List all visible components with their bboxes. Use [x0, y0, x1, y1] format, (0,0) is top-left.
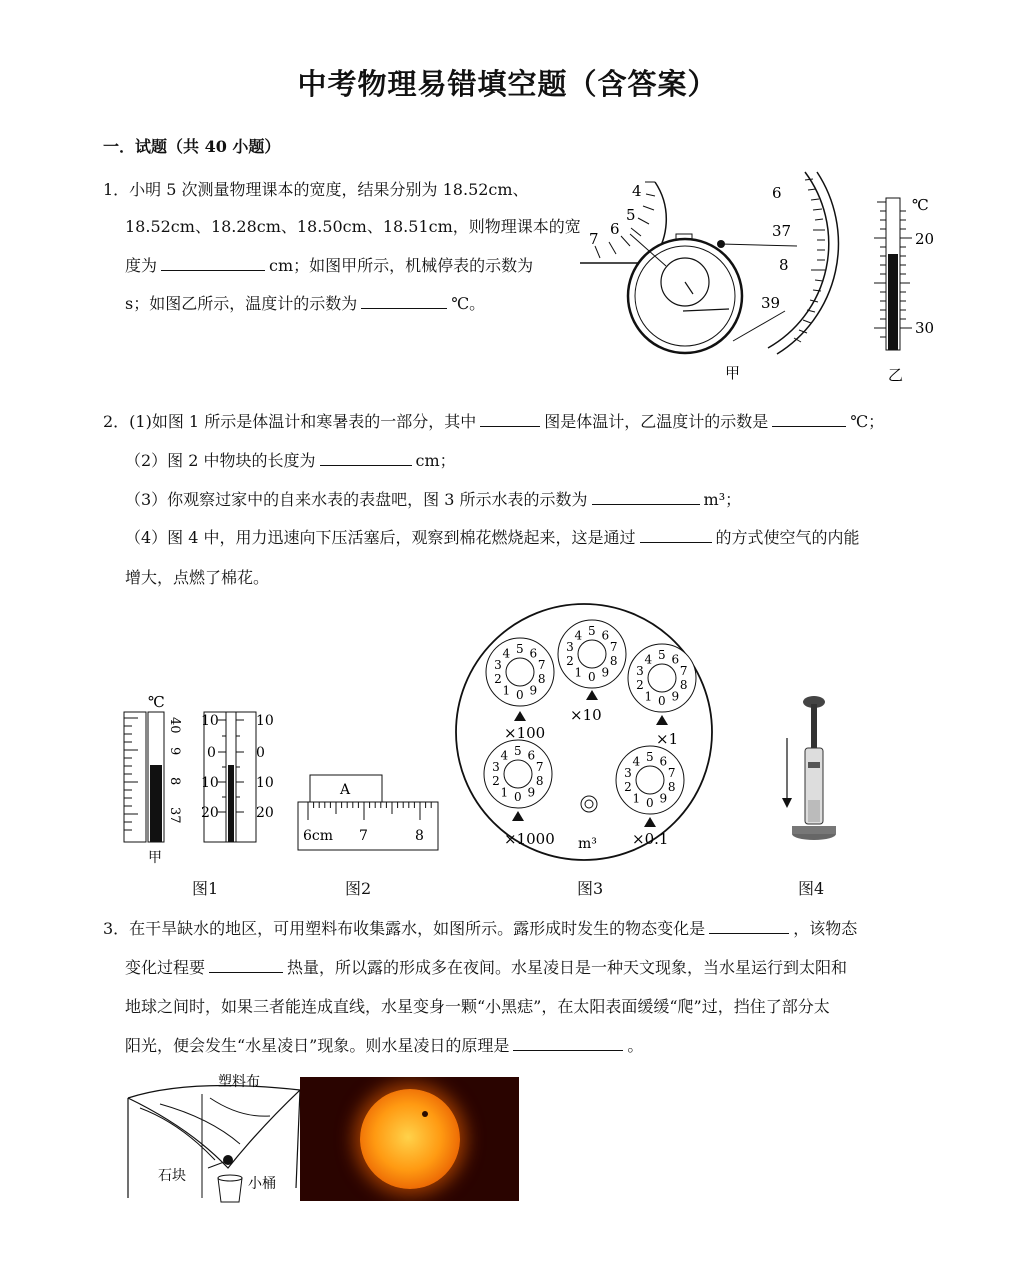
- answer-blank[interactable]: [209, 958, 283, 973]
- q3-text: 阳光，便会发生“水星凌日”现象。则水星凌日的原理是: [125, 1036, 510, 1055]
- caption-fig4: 图4: [798, 879, 825, 898]
- dial-digit: 5: [588, 624, 596, 638]
- q3-text: 变化过程要: [125, 958, 206, 977]
- q3-text: ，该物态: [793, 919, 858, 938]
- dial-digit: 2: [636, 678, 644, 693]
- q3-text: 。: [627, 1036, 644, 1055]
- dial-digit: 3: [636, 663, 644, 678]
- dial-digit: 5: [514, 744, 522, 758]
- answer-blank[interactable]: [480, 412, 540, 427]
- dial-digit: 3: [624, 765, 632, 780]
- dial-digit: 7: [679, 663, 688, 678]
- fig4-piston: [775, 692, 845, 847]
- dial-digit: 3: [566, 639, 574, 654]
- q2-line-5: 增大，点燃了棉花。: [125, 568, 270, 587]
- dial-digit: 0: [516, 688, 524, 702]
- fig1-unit: ℃: [148, 693, 165, 711]
- section-heading: 一．试题（共 40 小题）: [103, 137, 281, 156]
- fig2-block-label: A: [340, 782, 351, 798]
- dial-digit: 9: [671, 689, 680, 704]
- label-stone: 石块: [158, 1168, 186, 1184]
- fig3-unit: m³: [578, 836, 597, 852]
- dial-digit: 8: [667, 780, 676, 795]
- fig2-tick-8: 8: [415, 828, 424, 844]
- fig2-tick-7: 7: [359, 828, 368, 844]
- fig-label-yi: 乙: [888, 366, 904, 384]
- dial-digit: 7: [667, 765, 676, 780]
- q1-line-3: [125, 253, 533, 276]
- fig1-t1-40: 40: [167, 717, 182, 734]
- small-dial-ticks: [595, 182, 655, 258]
- dial-digit: 4: [502, 646, 511, 661]
- answer-blank[interactable]: [161, 256, 265, 271]
- dial-digit: 6: [527, 748, 536, 763]
- dial-small-6: 6: [610, 220, 620, 238]
- q3-text: 热量，所以露的形成多在夜间。水星凌日是一种天文现象，当水星运行到太阳和: [287, 958, 848, 977]
- dial-digit: 8: [679, 678, 688, 693]
- answer-blank[interactable]: [772, 412, 846, 427]
- fig1-t3-10: 10: [256, 713, 274, 729]
- fig1-t1-8: 8: [167, 777, 182, 786]
- q2-line-4: [125, 525, 860, 548]
- dial-digit: 0: [658, 694, 666, 708]
- dial-digit: 6: [671, 652, 680, 667]
- dial-big-39: 39: [761, 294, 781, 312]
- stopwatch-figure: [575, 170, 845, 390]
- fig1-t2-20: 20: [201, 805, 219, 821]
- answer-blank[interactable]: [361, 294, 447, 309]
- fig1-label-jia: 甲: [148, 850, 162, 866]
- dial-digit: 1: [574, 665, 583, 680]
- dial-digit: 8: [609, 654, 618, 669]
- dial-big-8: 8: [779, 256, 789, 274]
- q3-text: 3．在干旱缺水的地区，可用塑料布收集露水，如图所示。露形成时发生的物态变化是: [103, 919, 706, 938]
- q1-text: 度为: [125, 256, 158, 275]
- q2-line-2: [125, 448, 456, 471]
- answer-blank[interactable]: [592, 490, 700, 505]
- dial-digit: 9: [527, 785, 536, 800]
- dial-digit: 9: [601, 665, 610, 680]
- fig1-t2-0: 0: [207, 745, 216, 761]
- caption-fig3: 图3: [577, 879, 604, 898]
- q1-text: s；如图乙所示，温度计的示数为: [125, 294, 358, 313]
- caption-fig1: 图1: [192, 879, 219, 898]
- mult-x0.1: ×0.1: [632, 830, 669, 848]
- q2-text: m³；: [703, 490, 742, 509]
- fig-label-jia: 甲: [725, 364, 741, 382]
- mult-x1000: ×1000: [504, 830, 555, 848]
- dial-digit: 6: [659, 754, 668, 769]
- dial-digit: 0: [588, 670, 596, 684]
- q3-line-4: [125, 1033, 643, 1056]
- dial-digit: 2: [494, 672, 502, 687]
- dial-digit: 8: [537, 672, 546, 687]
- q1-line-4: [125, 291, 485, 314]
- fig2-ruler: [296, 770, 446, 855]
- dial-digit: 4: [632, 754, 641, 769]
- dial-digit: 5: [516, 642, 524, 656]
- fig1-t2-10: 10: [201, 713, 219, 729]
- dial-digit: 0: [646, 796, 654, 810]
- dial-digit: 7: [609, 639, 618, 654]
- dial-big-37: 37: [772, 222, 792, 240]
- q2-text: （2）图 2 中物块的长度为: [125, 451, 316, 470]
- dial-big-6: 6: [772, 184, 782, 202]
- q1-line-2: 18.52cm、18.28cm、18.50cm、18.51cm，则物理课本的宽: [125, 217, 581, 236]
- fig1-t3-0: 0: [256, 745, 265, 761]
- q3-line-1: [103, 916, 857, 939]
- dial-digit: 5: [658, 648, 666, 662]
- dial-digit: 8: [535, 774, 544, 789]
- dial-digit: 6: [601, 628, 610, 643]
- dial-digit: 5: [646, 750, 654, 764]
- dial-digit: 0: [514, 790, 522, 804]
- mult-x10: ×10: [570, 706, 602, 724]
- q1-text: cm；如图甲所示，机械停表的示数为: [269, 256, 534, 275]
- dew-collector-figure: [120, 1068, 300, 1208]
- label-bucket: 小桶: [248, 1176, 276, 1192]
- therm-tick-30: 30: [915, 319, 935, 337]
- mult-x100: ×100: [504, 724, 546, 742]
- therm-unit: ℃: [912, 196, 929, 214]
- dial-digit: 1: [632, 791, 641, 806]
- dial-digit: 2: [566, 654, 574, 669]
- fig1-t1-9: 9: [167, 747, 182, 756]
- fig1-thermometers: [118, 690, 298, 875]
- q1-line-1: 1．小明 5 次测量物理课本的宽度，结果分别为 18.52cm、: [103, 180, 529, 199]
- mult-x1: ×1: [656, 730, 679, 748]
- sun-disk: [360, 1089, 460, 1189]
- fig2-tick-6cm: 6cm: [303, 828, 334, 844]
- dial-digit: 3: [492, 759, 500, 774]
- thermometer-yi: [860, 190, 950, 385]
- dial-digit: 2: [492, 774, 500, 789]
- answer-blank[interactable]: [320, 451, 412, 466]
- q2-text: 图是体温计，乙温度计的示数是: [544, 412, 769, 431]
- dial-digit: 3: [494, 657, 502, 672]
- fig1-t2-10b: 10: [201, 775, 219, 791]
- fig1-t3-10b: 10: [256, 775, 274, 791]
- q2-text: ℃；: [850, 412, 885, 431]
- mercury-dot: [422, 1111, 428, 1117]
- fig3-water-meter: [452, 602, 717, 862]
- dial-small-5: 5: [626, 206, 636, 224]
- q3-line-3: 地球之间时，如果三者能连成直线，水星变身一颗“小黑痣”，在太阳表面缓缓“爬”过，挡住了部分太: [125, 997, 830, 1016]
- dial-digit: 7: [537, 657, 546, 672]
- dial-small-4: 4: [632, 182, 642, 200]
- dial-digit: 4: [574, 628, 583, 643]
- caption-fig2: 图2: [345, 879, 372, 898]
- dial-digit: 6: [529, 646, 538, 661]
- q2-line-1: [103, 409, 884, 432]
- answer-blank[interactable]: [513, 1036, 623, 1051]
- q1-text: ℃。: [451, 294, 486, 313]
- q3-line-2: [125, 955, 847, 978]
- q2-text: 2．(1)如图 1 所示是体温计和寒暑表的一部分，其中: [103, 412, 477, 431]
- fig1-t3-20: 20: [256, 805, 274, 821]
- dial-digit: 1: [500, 785, 509, 800]
- page-title: 中考物理易错填空题（含答案）: [297, 67, 718, 101]
- q2-line-3: [125, 487, 741, 510]
- dial-digit: 9: [659, 791, 668, 806]
- dial-digit: 9: [529, 683, 538, 698]
- q2-text: （4）图 4 中，用力迅速向下压活塞后，观察到棉花燃烧起来，这是通过: [125, 528, 636, 547]
- therm-tick-20: 20: [915, 230, 935, 248]
- label-cloth: 塑料布: [218, 1074, 260, 1090]
- answer-blank[interactable]: [640, 528, 712, 543]
- dial-digit: 4: [500, 748, 509, 763]
- dial-digit: 4: [644, 652, 653, 667]
- q2-text: cm；: [415, 451, 456, 470]
- dial-digit: 1: [644, 689, 653, 704]
- dial-small-7: 7: [589, 230, 599, 248]
- fig1-t1-37: 37: [167, 807, 182, 824]
- dial-digit: 2: [624, 780, 632, 795]
- big-dial-ticks: [794, 179, 825, 342]
- answer-blank[interactable]: [709, 919, 789, 934]
- mercury-transit-photo: [300, 1077, 519, 1201]
- dial-digit: 1: [502, 683, 511, 698]
- dial-digit: 7: [535, 759, 544, 774]
- q2-text: 的方式使空气的内能: [715, 528, 860, 547]
- q2-text: （3）你观察过家中的自来水表的表盘吧，图 3 所示水表的示数为: [125, 490, 588, 509]
